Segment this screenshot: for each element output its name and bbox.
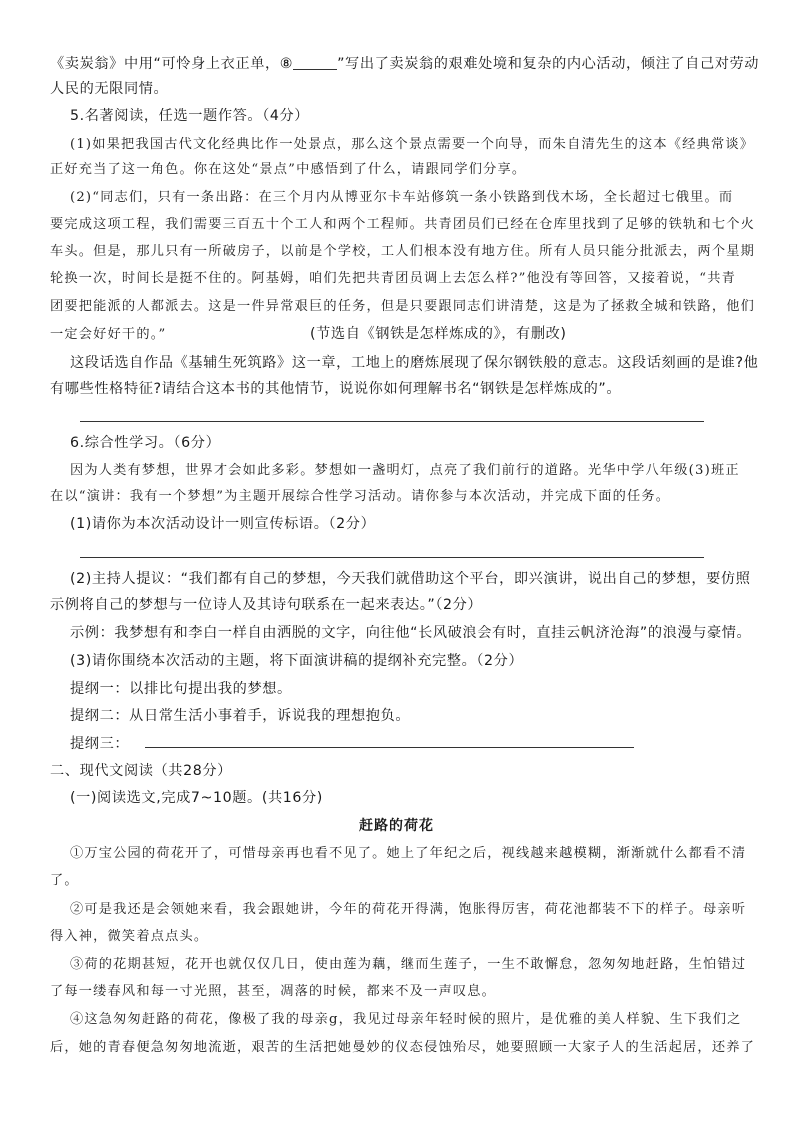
q5-option2-line2: 要完成这项工程，我们需要三百五十个工人和两个工程师。共青团员们已经在仓库里找到了足够的铁轨和七个火 [50, 217, 755, 232]
q6-outline3-label: 提纲三： [70, 736, 130, 752]
poem-analysis-text-post: ”写出了卖炭翁的艰难处境和复杂的内心活动，倾注了自己对劳动 [337, 56, 760, 72]
q6-outline2: 提纲二：从日常生活小事着手，诉说我的理想抱负。 [70, 708, 411, 724]
q5-answer-line[interactable] [80, 421, 704, 422]
section2-subheading: (一)阅读选文,完成7~10题。(共16分) [70, 790, 323, 806]
q6-task2-line2: 示例将自己的梦想与一位诗人及其诗句联系在一起来表达。”（2分） [50, 597, 483, 613]
answer-blank-8[interactable] [293, 56, 337, 70]
article-para2-line2: 得入神，微笑着点点头。 [50, 929, 209, 944]
article-para2-line1: ②可是我还是会领她来看，我会跟她讲，今年的荷花开得满，饱胀得厉害，荷花池都装不下的样子。母亲听 [70, 902, 747, 917]
q6-example: 示例：我梦想有和李白一样自由洒脱的文字，向往他“长风破浪会有时，直挂云帆济沧海”的浪漫与豪情。 [70, 625, 752, 641]
q6-intro-line1: 因为人类有梦想，世界才会如此多彩。梦想如一盏明灯，点亮了我们前行的道路。光华中学八年级(3)班正 [70, 463, 740, 478]
q5-option2-line4: 轮换一次，时间长是挺不住的。阿基姆，咱们先把共青团员调上去怎么样?”他没有等回答，又接着说，“共青 [50, 271, 736, 286]
article-para1-line2: 了。 [50, 873, 79, 888]
q5-heading: 5.名著阅读，任选一题作答。（4分） [70, 108, 310, 124]
article-para1-line1: ①万宝公园的荷花开了，可惜母亲再也看不见了。她上了年纪之后，视线越来越模糊，渐渐就什么都看不清 [70, 846, 747, 861]
q6-task3: (3)请你围绕本次活动的主题，将下面演讲稿的提纲补充完整。（2分） [70, 653, 524, 669]
section2-heading: 二、现代文阅读（共28分） [50, 763, 232, 779]
q6-task1-answer-line[interactable] [80, 557, 704, 558]
q5-option1-line1: (1)如果把我国古代文化经典比作一处景点，那么这个景点需要一个向导，而朱自清先生的这本《经典常谈》 [70, 137, 755, 152]
q5-ask-line2: 有哪些性格特征?请结合这本书的其他情节，说说你如何理解书名“钢铁是怎样炼成的”。 [50, 381, 622, 397]
q6-outline3-answer-line[interactable] [145, 747, 634, 748]
article-para4-line2: 后，她的青春便急匆匆地流逝，艰苦的生活把她曼妙的仪态侵蚀殆尽，她要照顾一大家子人的生活起居，还养了 [50, 1040, 755, 1055]
poem-analysis-text-pre: 《卖炭翁》中用“可怜身上衣正单，⑧ [50, 56, 294, 72]
poem-analysis-line-2: 人民的无限同情。 [50, 81, 169, 97]
q5-option2-line5: 团要把能派的人都派去。这是一件异常艰巨的任务，但是只要跟同志们讲清楚，这是为了拯救全城和铁路，他们 [50, 299, 755, 314]
q6-intro-line2: 在以“演讲：我有一个梦想”为主题开展综合性学习活动。请你参与本次活动，并完成下面的任务。 [50, 489, 671, 504]
article-para4-line1: ④这急匆匆赶路的荷花，像极了我的母亲g，我见过母亲年轻时候的照片，是优雅的美人样貌、生下我们之 [70, 1012, 742, 1027]
article-title: 赶路的荷花 [359, 818, 434, 834]
q5-source-note: (节选自《钢铁是怎样炼成的》，有删改) [310, 326, 567, 342]
poem-analysis-line [50, 56, 759, 71]
q6-task2-line1: (2)主持人提议：“我们都有自己的梦想，今天我们就借助这个平台，即兴演讲，说出自己的梦想，要仿照 [70, 571, 751, 587]
q5-option1-line2: 正好充当了这一角色。你在这处“景点”中感悟到了什么，请跟同学们分享。 [50, 162, 527, 177]
q5-option2-line1: (2)“同志们，只有一条出路：在三个月内从博亚尔卡车站修筑一条小铁路到伐木场，全长超过七俄里。而 [70, 190, 734, 205]
q6-outline1: 提纲一：以排比句提出我的梦想。 [70, 681, 292, 697]
q6-heading: 6.综合性学习。（6分） [70, 435, 221, 451]
q5-option2-line3: 车头。但是，那儿只有一所破房子，以前是个学校，工人们根本没有地方住。所有人员只能分批派去，两个星期 [50, 244, 755, 259]
q5-option2-line6: 一定会好好干的。” [50, 327, 167, 342]
article-para3-line1: ③荷的花期甚短，花开也就仅仅几日，使由莲为藕，继而生莲子，一生不敢懈怠，忽匆匆地赶路，生怕错过 [70, 957, 747, 972]
q5-ask-line1: 这段话选自作品《基辅生死筑路》这一章，工地上的磨炼展现了保尔钢铁般的意志。这段话刻画的是谁?他 [70, 355, 759, 371]
q6-task1: (1)请你为本次活动设计一则宣传标语。（2分） [70, 516, 376, 532]
article-para3-line2: 了每一缕春风和每一寸光照，甚至，凋落的时候，都来不及一声叹息。 [50, 984, 497, 999]
